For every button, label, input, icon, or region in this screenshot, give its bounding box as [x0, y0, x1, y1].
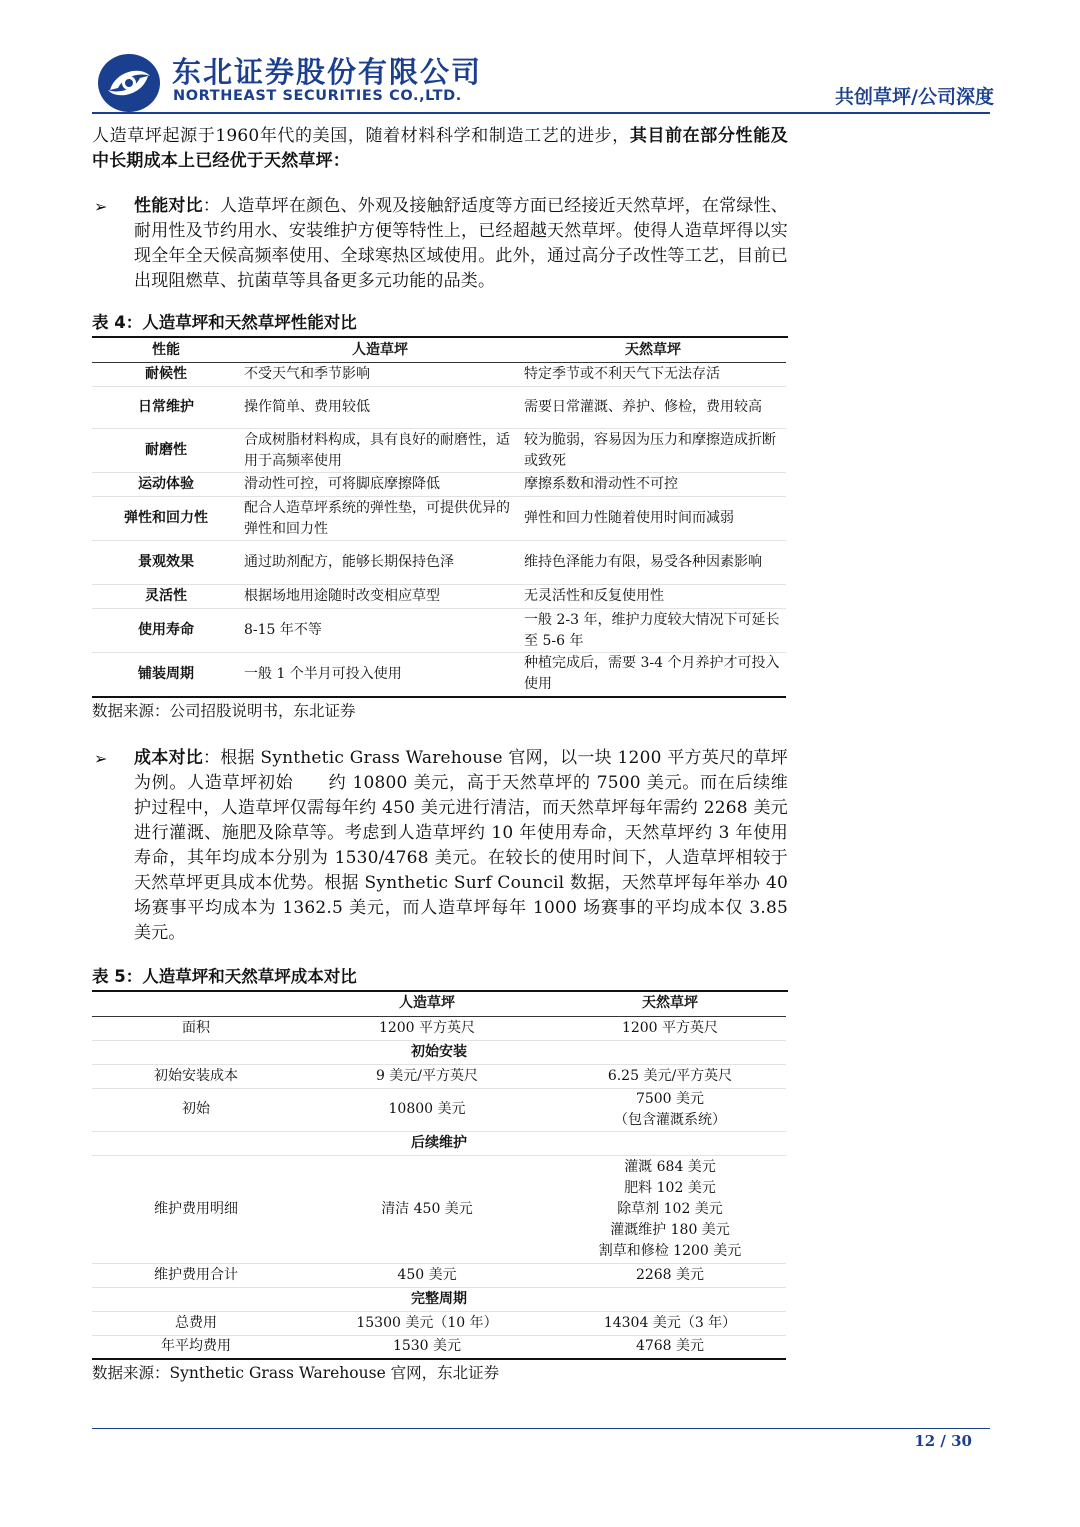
company-name-cn: 东北证券股份有限公司: [172, 55, 483, 89]
table-row: [92, 1016, 786, 1040]
footer-divider: [92, 1428, 990, 1429]
table-row: [92, 473, 786, 497]
table-header-row: [92, 992, 786, 1017]
artificial-cell: 450 美元: [300, 1263, 554, 1287]
bullet-arrow-icon: ➢: [94, 748, 108, 768]
maint-item: 肥料 102 美元: [624, 1179, 716, 1196]
natural-cell: 2268 美元: [554, 1263, 786, 1287]
table4-title: 表 4：人造草坪和天然草坪性能对比: [92, 312, 788, 338]
bullet-text: ：根据 Synthetic Grass Warehouse 官网，以一块 1200 平方英尺的草坪为例。人造草坪初始 约 10800 美元，高于天然草坪的 7500 美元。而在后续维护过程中，人造草坪仅需每年约 450 美元进行清洁，而天然草坪每年需约 2268 美元进行灌溉、施肥及除草等。考虑到人造草坪约 10 年使用寿命，天然草坪约 3 年使用寿命，其年均成本分别为 1530/4768 美元。在较长的使用时间下，人造草坪相较于天然草坪更具成本优势。根据 Synthetic Surf Council 数据，天然草坪每年举办 40 场赛事平均成本为 1362.5 美元，而人造草坪每年 1000 场赛事的平均成本仅 3.85 美元。: [134, 747, 788, 943]
table4-performance: [92, 338, 786, 698]
table-row: [92, 609, 786, 653]
table-header-cell: 天然草坪: [520, 338, 786, 363]
table-row: [92, 1064, 786, 1088]
row-key: 日常维护: [92, 387, 240, 429]
section-row: [92, 1040, 786, 1064]
table-row: [92, 363, 786, 387]
bullet-arrow-icon: ➢: [94, 197, 108, 216]
table-header-cell: 人造草坪: [240, 338, 520, 363]
natural-note: （包含灌溉系统）: [614, 1111, 726, 1128]
row-key: 总费用: [92, 1311, 300, 1335]
bullet-performance: [92, 194, 788, 294]
artificial-cell: 操作简单、费用较低: [240, 387, 520, 429]
company-logo-icon: [96, 52, 162, 114]
row-key: 维护费用合计: [92, 1263, 300, 1287]
artificial-cell: 9 美元/平方英尺: [300, 1064, 554, 1088]
table-row: [92, 1155, 786, 1263]
maint-item: 灌溉维护 180 美元: [610, 1221, 730, 1238]
row-key: 景观效果: [92, 541, 240, 585]
table-row: [92, 653, 786, 697]
natural-cell: 较为脆弱，容易因为压力和摩擦造成折断或致死: [520, 429, 786, 473]
intro-bold-text: 其目前在部分性能及中长期成本上已经优于天然草坪：: [92, 126, 788, 171]
table-row: [92, 1088, 786, 1131]
artificial-cell: 15300 美元（10 年）: [300, 1311, 554, 1335]
page-header: [0, 0, 1080, 118]
company-name-en: NORTHEAST SECURITIES CO.,LTD.: [173, 88, 462, 104]
row-key: 维护费用明细: [92, 1155, 300, 1263]
row-key: 初始安装成本: [92, 1064, 300, 1088]
natural-cell: 14304 美元（3 年）: [554, 1311, 786, 1335]
table-row: [92, 1335, 786, 1359]
natural-cell: 一般 2-3 年，维护力度较大情况下可延长至 5-6 年: [520, 609, 786, 653]
table-row: [92, 541, 786, 585]
section-row: [92, 1131, 786, 1155]
row-key: 铺装周期: [92, 653, 240, 697]
table-row: [92, 1311, 786, 1335]
natural-value: 7500 美元: [635, 1090, 705, 1107]
bullet-label: 性能对比: [134, 196, 203, 216]
section-row: [92, 1287, 786, 1311]
header-divider: [92, 112, 990, 114]
natural-cell: 特定季节或不利天气下无法存活: [520, 363, 786, 387]
intro-paragraph: [92, 124, 788, 174]
table-row: [92, 387, 786, 429]
section-label: 完整周期: [92, 1287, 786, 1311]
natural-cell: 维持色泽能力有限，易受各种因素影响: [520, 541, 786, 585]
row-key: 耐候性: [92, 363, 240, 387]
table-row: [92, 497, 786, 541]
section-label: 初始安装: [92, 1040, 786, 1064]
bullet-cost: [92, 746, 788, 946]
artificial-cell: 配合人造草坪系统的弹性垫，可提供优异的弹性和回力性: [240, 497, 520, 541]
bullet-text: ：人造草坪在颜色、外观及接触舒适度等方面已经接近天然草坪，在常绿性、耐用性及节约用水、安装维护方便等特性上，已经超越天然草坪。使得人造草坪得以实现全年全天候高频率使用、全球寒热区域使用。此外，通过高分子改性等工艺，目前已出现阻燃草、抗菌草等具备更多元功能的品类。: [134, 196, 788, 291]
row-key: 灵活性: [92, 585, 240, 609]
maint-item: 除草剂 102 美元: [617, 1200, 723, 1217]
natural-cell: 摩擦系数和滑动性不可控: [520, 473, 786, 497]
artificial-cell: 合成树脂材料构成，具有良好的耐磨性，适用于高频率使用: [240, 429, 520, 473]
section-label: 后续维护: [92, 1131, 786, 1155]
report-body: [92, 124, 788, 1386]
row-key: 弹性和回力性: [92, 497, 240, 541]
natural-cell: 弹性和回力性随着使用时间而减弱: [520, 497, 786, 541]
page-number: 12 / 30: [914, 1432, 972, 1450]
table-header-cell: 天然草坪: [554, 992, 786, 1017]
natural-cell: 需要日常灌溉、养护、修检，费用较高: [520, 387, 786, 429]
natural-cell: [554, 1155, 786, 1263]
row-key: 运动体验: [92, 473, 240, 497]
maint-item: 割草和修检 1200 美元: [598, 1242, 742, 1259]
natural-cell: 种植完成后，需要 3-4 个月养护才可投入使用: [520, 653, 786, 697]
row-key: 使用寿命: [92, 609, 240, 653]
row-key: 耐磨性: [92, 429, 240, 473]
natural-cell: 1200 平方英尺: [554, 1016, 786, 1040]
artificial-cell: 清洁 450 美元: [300, 1155, 554, 1263]
table5-cost: [92, 992, 786, 1361]
intro-text: 人造草坪起源于1960年代的美国，随着材料科学和制造工艺的进步，: [92, 126, 630, 146]
row-key: 初始: [92, 1088, 300, 1131]
artificial-cell: 根据场地用途随时改变相应草型: [240, 585, 520, 609]
table4-source: 数据来源：公司招股说明书，东北证券: [92, 701, 356, 720]
natural-cell: 6.25 美元/平方英尺: [554, 1064, 786, 1088]
artificial-cell: 通过助剂配方，能够长期保持色泽: [240, 541, 520, 585]
natural-cell: 无灵活性和反复使用性: [520, 585, 786, 609]
table-header-cell: [92, 992, 300, 1017]
artificial-cell: 滑动性可控，可将脚底摩擦降低: [240, 473, 520, 497]
bullet-label: 成本对比: [134, 747, 204, 768]
table-header-row: [92, 338, 786, 363]
table-header-cell: 性能: [92, 338, 240, 363]
table-header-cell: 人造草坪: [300, 992, 554, 1017]
artificial-cell: 不受天气和季节影响: [240, 363, 520, 387]
table-row: [92, 585, 786, 609]
table-row: [92, 429, 786, 473]
maint-item: 灌溉 684 美元: [624, 1158, 716, 1175]
table5-source: 数据来源：Synthetic Grass Warehouse 官网，东北证券: [92, 1364, 500, 1382]
artificial-cell: 1530 美元: [300, 1335, 554, 1359]
artificial-cell: 一般 1 个半月可投入使用: [240, 653, 520, 697]
natural-cell: [554, 1088, 786, 1131]
artificial-cell: 1200 平方英尺: [300, 1016, 554, 1040]
table-row: [92, 1263, 786, 1287]
artificial-cell: 10800 美元: [300, 1088, 554, 1131]
natural-cell: 4768 美元: [554, 1335, 786, 1359]
row-key: 年平均费用: [92, 1335, 300, 1359]
table5-title: 表 5：人造草坪和天然草坪成本对比: [92, 966, 788, 992]
report-tag: 共创草坪/公司深度: [835, 86, 994, 108]
row-key: 面积: [92, 1016, 300, 1040]
artificial-cell: 8-15 年不等: [240, 609, 520, 653]
